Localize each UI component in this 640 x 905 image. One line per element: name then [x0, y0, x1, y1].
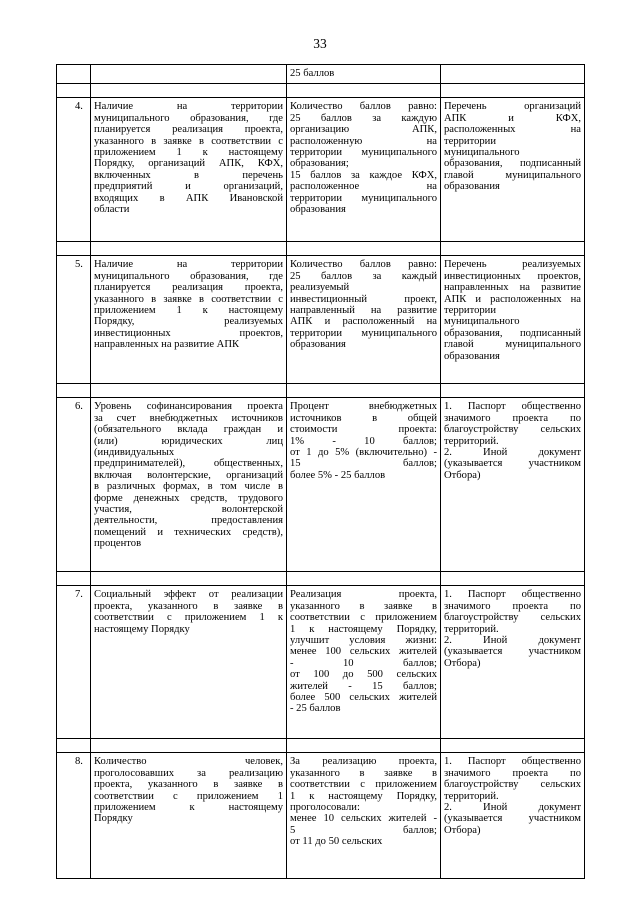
document-line: Отбора)	[444, 824, 481, 836]
criterion-line: приложением 1 к настоящему	[94, 147, 283, 159]
criterion-line: включенных в перечень	[94, 169, 283, 181]
row-number-cell: 6.	[57, 398, 91, 572]
criterion-line: Социальный эффект от реализации	[94, 589, 283, 601]
criterion-line: планируется реализация проекта,	[94, 282, 283, 294]
document-line: муниципального	[444, 147, 520, 159]
score-line: территории муниципального	[290, 327, 437, 339]
row-number-cell: 4.	[57, 98, 91, 242]
document-line: (указывается участником	[444, 813, 581, 825]
score-line: источников в общей	[290, 412, 437, 424]
score-line: территории муниципального	[290, 192, 437, 204]
row-spacer	[57, 384, 585, 398]
spacer-cell	[441, 84, 585, 98]
score-line: улучшит условия жизни:	[290, 635, 437, 647]
document-line: территорий.	[444, 623, 499, 635]
criterion-line: приложением 1 к настоящему	[94, 305, 283, 317]
criterion-line: Порядку, реализуемых	[94, 316, 283, 328]
score-line: от 11 до 50 сельских	[290, 836, 383, 848]
document-line: Отбора)	[444, 469, 481, 481]
document-line: Отбора)	[444, 657, 481, 669]
row-number-cell: 7.	[57, 586, 91, 739]
row-spacer	[57, 242, 585, 256]
criterion-line: соответствии с приложением 1 к	[94, 612, 283, 624]
criterion-line: указанного в заявке в соответствии с	[94, 293, 283, 305]
criterion-line: направленных на развитие АПК	[94, 339, 240, 351]
document-line: направленных на развитие	[444, 282, 581, 294]
document-line: 2. Иной документ	[444, 447, 581, 459]
page-number: 33	[313, 36, 327, 51]
criterion-line: Количество человек,	[94, 756, 283, 768]
document-line: муниципального	[444, 316, 520, 328]
criterion-line: входящих в АПК Ивановской	[94, 192, 283, 204]
spacer-cell	[287, 84, 441, 98]
document-line: территории	[444, 305, 497, 317]
spacer-cell	[91, 384, 287, 398]
score-line: образования	[290, 339, 346, 351]
spacer-cell	[287, 739, 441, 753]
score-cell	[287, 98, 441, 242]
document-line: главой муниципального	[444, 339, 581, 351]
criterion-line: процентов	[94, 538, 142, 550]
score-line: 5 баллов;	[290, 824, 437, 836]
score-line: Реализация проекта,	[290, 589, 437, 601]
score-line: расположенную на	[290, 135, 437, 147]
criterion-line: проекта, указанного в заявке в	[94, 779, 283, 791]
document-cell	[441, 398, 585, 572]
row-number-cell: 5.	[57, 256, 91, 384]
spacer-cell	[91, 572, 287, 586]
score-cell	[287, 753, 441, 879]
score-line: образования	[290, 204, 346, 216]
score-line: более 500 сельских жителей	[290, 692, 437, 704]
criterion-line: участия, волонтерской	[94, 504, 283, 516]
score-line: 25 баллов за каждый	[290, 270, 437, 282]
criterion-cell	[91, 256, 287, 384]
document-line: образования	[444, 350, 500, 362]
row-spacer	[57, 572, 585, 586]
score-line: жителей - 15 баллов;	[290, 680, 437, 692]
criterion-line: настоящему Порядку	[94, 623, 190, 635]
criterion-line: муниципального образования, где	[94, 112, 283, 124]
score-line: стоимости проекта:	[290, 424, 437, 436]
document-cell	[441, 586, 585, 739]
score-line: от 1 до 5% (включительно) -	[290, 447, 437, 459]
criterion-line: (индивидуальных	[94, 447, 175, 459]
spacer-cell	[441, 242, 585, 256]
spacer-cell	[57, 384, 91, 398]
score-line: образования;	[290, 158, 349, 170]
criterion-cell	[91, 398, 287, 572]
score-line: реализуемый	[290, 282, 350, 294]
criteria-table	[56, 64, 585, 879]
score-line: - 10 баллов;	[290, 657, 437, 669]
score-line: от 100 до 500 сельских	[290, 669, 437, 681]
score-line: 1 к настоящему Порядку,	[290, 790, 437, 802]
criterion-line: (обязательного вклада граждан и	[94, 424, 283, 436]
spacer-cell	[57, 572, 91, 586]
criterion-line: Порядку, организаций АПК, КФХ,	[94, 158, 283, 170]
document-cell	[441, 65, 585, 84]
spacer-cell	[91, 739, 287, 753]
criterion-line: соответствии с приложением 1	[94, 790, 283, 802]
spacer-cell	[57, 242, 91, 256]
criterion-line: деятельности, предоставления	[94, 515, 283, 527]
score-line: указанного в заявке в	[290, 600, 437, 612]
table-row	[57, 586, 585, 739]
score-line: инвестиционный проект,	[290, 293, 437, 305]
score-line: расположенное на	[290, 181, 437, 193]
document-line: расположенных на	[444, 124, 581, 136]
spacer-cell	[441, 572, 585, 586]
criterion-line: области	[94, 204, 130, 216]
score-line: 1% - 10 баллов;	[290, 435, 437, 447]
criterion-cell	[91, 753, 287, 879]
table-row	[57, 256, 585, 384]
document-line: образования, подписанный	[444, 158, 581, 170]
score-line: 25 баллов за каждую	[290, 112, 437, 124]
criterion-cell	[91, 98, 287, 242]
score-line: 1 к настоящему Порядку,	[290, 623, 437, 635]
row-number-cell	[57, 65, 91, 84]
criterion-line: Наличие на территории	[94, 101, 283, 113]
table-row	[57, 753, 585, 879]
score-line: более 5% - 25 баллов	[290, 469, 386, 481]
document-line: значимого проекта по	[444, 767, 581, 779]
score-line: направленный на развитие	[290, 305, 437, 317]
score-line: 15 баллов;	[290, 458, 437, 470]
score-line: - 25 баллов	[290, 703, 341, 715]
document-line: Перечень реализуемых	[444, 259, 581, 271]
criteria-table-body	[57, 65, 585, 879]
criterion-line: планируется реализация проекта,	[94, 124, 283, 136]
row-spacer	[57, 84, 585, 98]
row-spacer	[57, 739, 585, 753]
score-cell	[287, 586, 441, 739]
document-line: 2. Иной документ	[444, 635, 581, 647]
criterion-line: включая волонтерские, организаций	[94, 469, 283, 481]
spacer-cell	[91, 242, 287, 256]
spacer-cell	[57, 84, 91, 98]
spacer-cell	[287, 384, 441, 398]
spacer-cell	[287, 572, 441, 586]
criterion-line: Наличие на территории	[94, 259, 283, 271]
criterion-line: указанного в заявке в соответствии с	[94, 135, 283, 147]
criterion-line: в различных формах, в том числе в	[94, 481, 283, 493]
document-line: (указывается участником	[444, 646, 581, 658]
document-line: 1. Паспорт общественно	[444, 401, 581, 413]
document-line: главой муниципального	[444, 169, 581, 181]
table-row	[57, 65, 585, 84]
document-line: территории	[444, 135, 497, 147]
document-line: благоустройству сельских	[444, 424, 581, 436]
criterion-line: проекта, указанного в заявке в	[94, 600, 283, 612]
criterion-line: Порядку	[94, 813, 133, 825]
score-line: указанного в заявке в	[290, 767, 437, 779]
score-cell	[287, 65, 441, 84]
document-line: образования	[444, 181, 500, 193]
criterion-line: проголосовавших за реализацию	[94, 767, 283, 779]
document-line: значимого проекта по	[444, 412, 581, 424]
document-line: 1. Паспорт общественно	[444, 756, 581, 768]
criterion-line: форме денежных средств, трудового	[94, 492, 283, 504]
score-line: 25 баллов	[290, 68, 335, 79]
spacer-cell	[287, 242, 441, 256]
document-line: значимого проекта по	[444, 600, 581, 612]
document-cell	[441, 256, 585, 384]
document-cell	[441, 98, 585, 242]
document-line: территорий.	[444, 790, 499, 802]
criterion-line: приложением к настоящему	[94, 802, 283, 814]
score-line: соответствии с приложением	[290, 612, 437, 624]
criterion-line: (или) юридических лиц	[94, 435, 283, 447]
document-line: 2. Иной документ	[444, 802, 581, 814]
criterion-line: муниципального образования, где	[94, 270, 283, 282]
document-line: благоустройству сельских	[444, 779, 581, 791]
document-line: образования, подписанный	[444, 327, 581, 339]
criterion-line: предпринимателей), общественных,	[94, 458, 283, 470]
spacer-cell	[441, 384, 585, 398]
document-line: территорий.	[444, 435, 499, 447]
score-line: территории муниципального	[290, 147, 437, 159]
table-row	[57, 398, 585, 572]
criterion-line: Уровень софинансирования проекта	[94, 401, 283, 413]
row-number-cell: 8.	[57, 753, 91, 879]
criterion-cell	[91, 65, 287, 84]
criterion-line: инвестиционных проектов,	[94, 327, 283, 339]
score-line: АПК и расположенный на	[290, 316, 437, 328]
score-line: соответствии с приложением	[290, 779, 437, 791]
criterion-line: предприятий и организаций,	[94, 181, 283, 193]
document-line: 1. Паспорт общественно	[444, 589, 581, 601]
score-line: За реализацию проекта,	[290, 756, 437, 768]
score-cell	[287, 256, 441, 384]
criterion-line: помещений и технических средств),	[94, 526, 283, 538]
score-line: менее 10 сельских жителей -	[290, 813, 437, 825]
score-line: Процент внебюджетных	[290, 401, 437, 413]
score-line: проголосовали:	[290, 802, 360, 814]
criterion-line: за счет внебюджетных источников	[94, 412, 283, 424]
document-line: (указывается участником	[444, 458, 581, 470]
document-line: Перечень организаций	[444, 101, 581, 113]
document-line: АПК и расположенных на	[444, 293, 581, 305]
document-line: инвестиционных проектов,	[444, 270, 581, 282]
document-line: АПК и КФХ,	[444, 112, 581, 124]
score-line: организацию АПК,	[290, 124, 437, 136]
score-line: Количество баллов равно:	[290, 259, 437, 271]
criterion-cell	[91, 586, 287, 739]
score-line: 15 баллов за каждое КФХ,	[290, 169, 437, 181]
document-line: благоустройству сельских	[444, 612, 581, 624]
spacer-cell	[57, 739, 91, 753]
document-cell	[441, 753, 585, 879]
spacer-cell	[441, 739, 585, 753]
table-row	[57, 98, 585, 242]
score-line: Количество баллов равно:	[290, 101, 437, 113]
score-cell	[287, 398, 441, 572]
score-line: менее 100 сельских жителей	[290, 646, 437, 658]
spacer-cell	[91, 84, 287, 98]
